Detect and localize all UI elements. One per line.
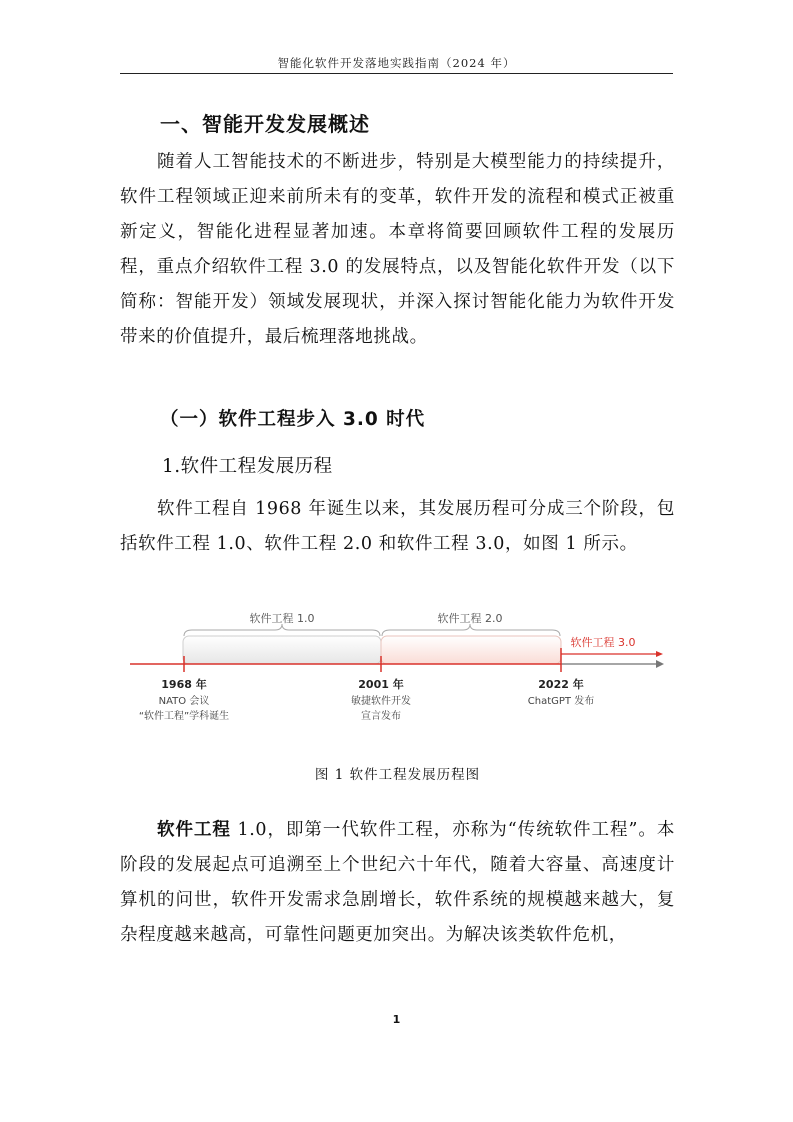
intro-paragraph: 随着人工智能技术的不断进步，特别是大模型能力的持续提升，软件工程领域正迎来前所未有的变革，软件开发的流程和模式正被重新定义，智能化进程显著加速。本章将简要回顾软件工程的发展历程，重点介绍软件工程 3.0 的发展特点，以及智能化软件开发（以下简称：智能开发）领域发展现状，并深入探讨智能化能力为软件开发带来的价值提升，最后梳理落地挑战。 xyxy=(120,152,675,347)
section-title: 一、智能开发发展概述 xyxy=(160,112,370,136)
timeline-figure xyxy=(120,598,675,738)
figure-caption: 图 1 软件工程发展历程图 xyxy=(314,767,481,783)
stage3-arrow-head xyxy=(656,651,663,657)
stage2-band xyxy=(381,636,561,664)
subsection-title: （一）软件工程步入 3.0 时代 xyxy=(160,409,426,430)
history-paragraph: 软件工程自 1968 年诞生以来，其发展历程可分成三个阶段，包括软件工程 1.0、软件工程 2.0 和软件工程 3.0，如图 1 所示。 xyxy=(120,499,675,554)
milestone-desc2-1968: “软件工程”学科诞生 xyxy=(138,711,230,722)
page-number: 1 xyxy=(392,1013,401,1026)
milestone-year-1968: 1968 年 xyxy=(161,678,207,691)
stage1-label: 软件工程 1.0 xyxy=(249,612,315,625)
milestone-desc1-2001: 敏捷软件开发 xyxy=(351,696,411,707)
se1-paragraph-text: 1.0，即第一代软件工程，亦称为“传统软件工程”。本阶段的发展起点可追溯至上个世纪六十年代，随着大容量、高速度计算机的问世，软件开发需求急剧增长，软件系统的规模越来越大，复杂程度越来越高，可靠性问题更加突出。为解决该类软件危机， xyxy=(120,820,675,945)
stage1-band xyxy=(183,636,381,664)
milestone-desc1-1968: NATO 会议 xyxy=(158,696,210,707)
stage2-label: 软件工程 2.0 xyxy=(437,612,503,625)
stage1-brace xyxy=(184,624,380,636)
running-header: 智能化软件开发落地实践指南（2024 年） xyxy=(277,56,516,70)
milestone-desc1-2022: ChatGPT 发布 xyxy=(527,696,595,707)
se1-paragraph xyxy=(120,813,675,953)
header-divider xyxy=(120,73,673,74)
sub-subsection-title: 1.软件工程发展历程 xyxy=(162,456,333,477)
timeline-arrow-head xyxy=(656,660,664,668)
stage3-label: 软件工程 3.0 xyxy=(570,636,636,649)
milestone-desc2-2001: 宣言发布 xyxy=(361,711,401,722)
milestone-year-2001: 2001 年 xyxy=(358,678,404,691)
bold-term: 软件工程 xyxy=(157,820,231,840)
stage2-brace xyxy=(382,624,560,636)
milestone-year-2022: 2022 年 xyxy=(538,678,584,691)
